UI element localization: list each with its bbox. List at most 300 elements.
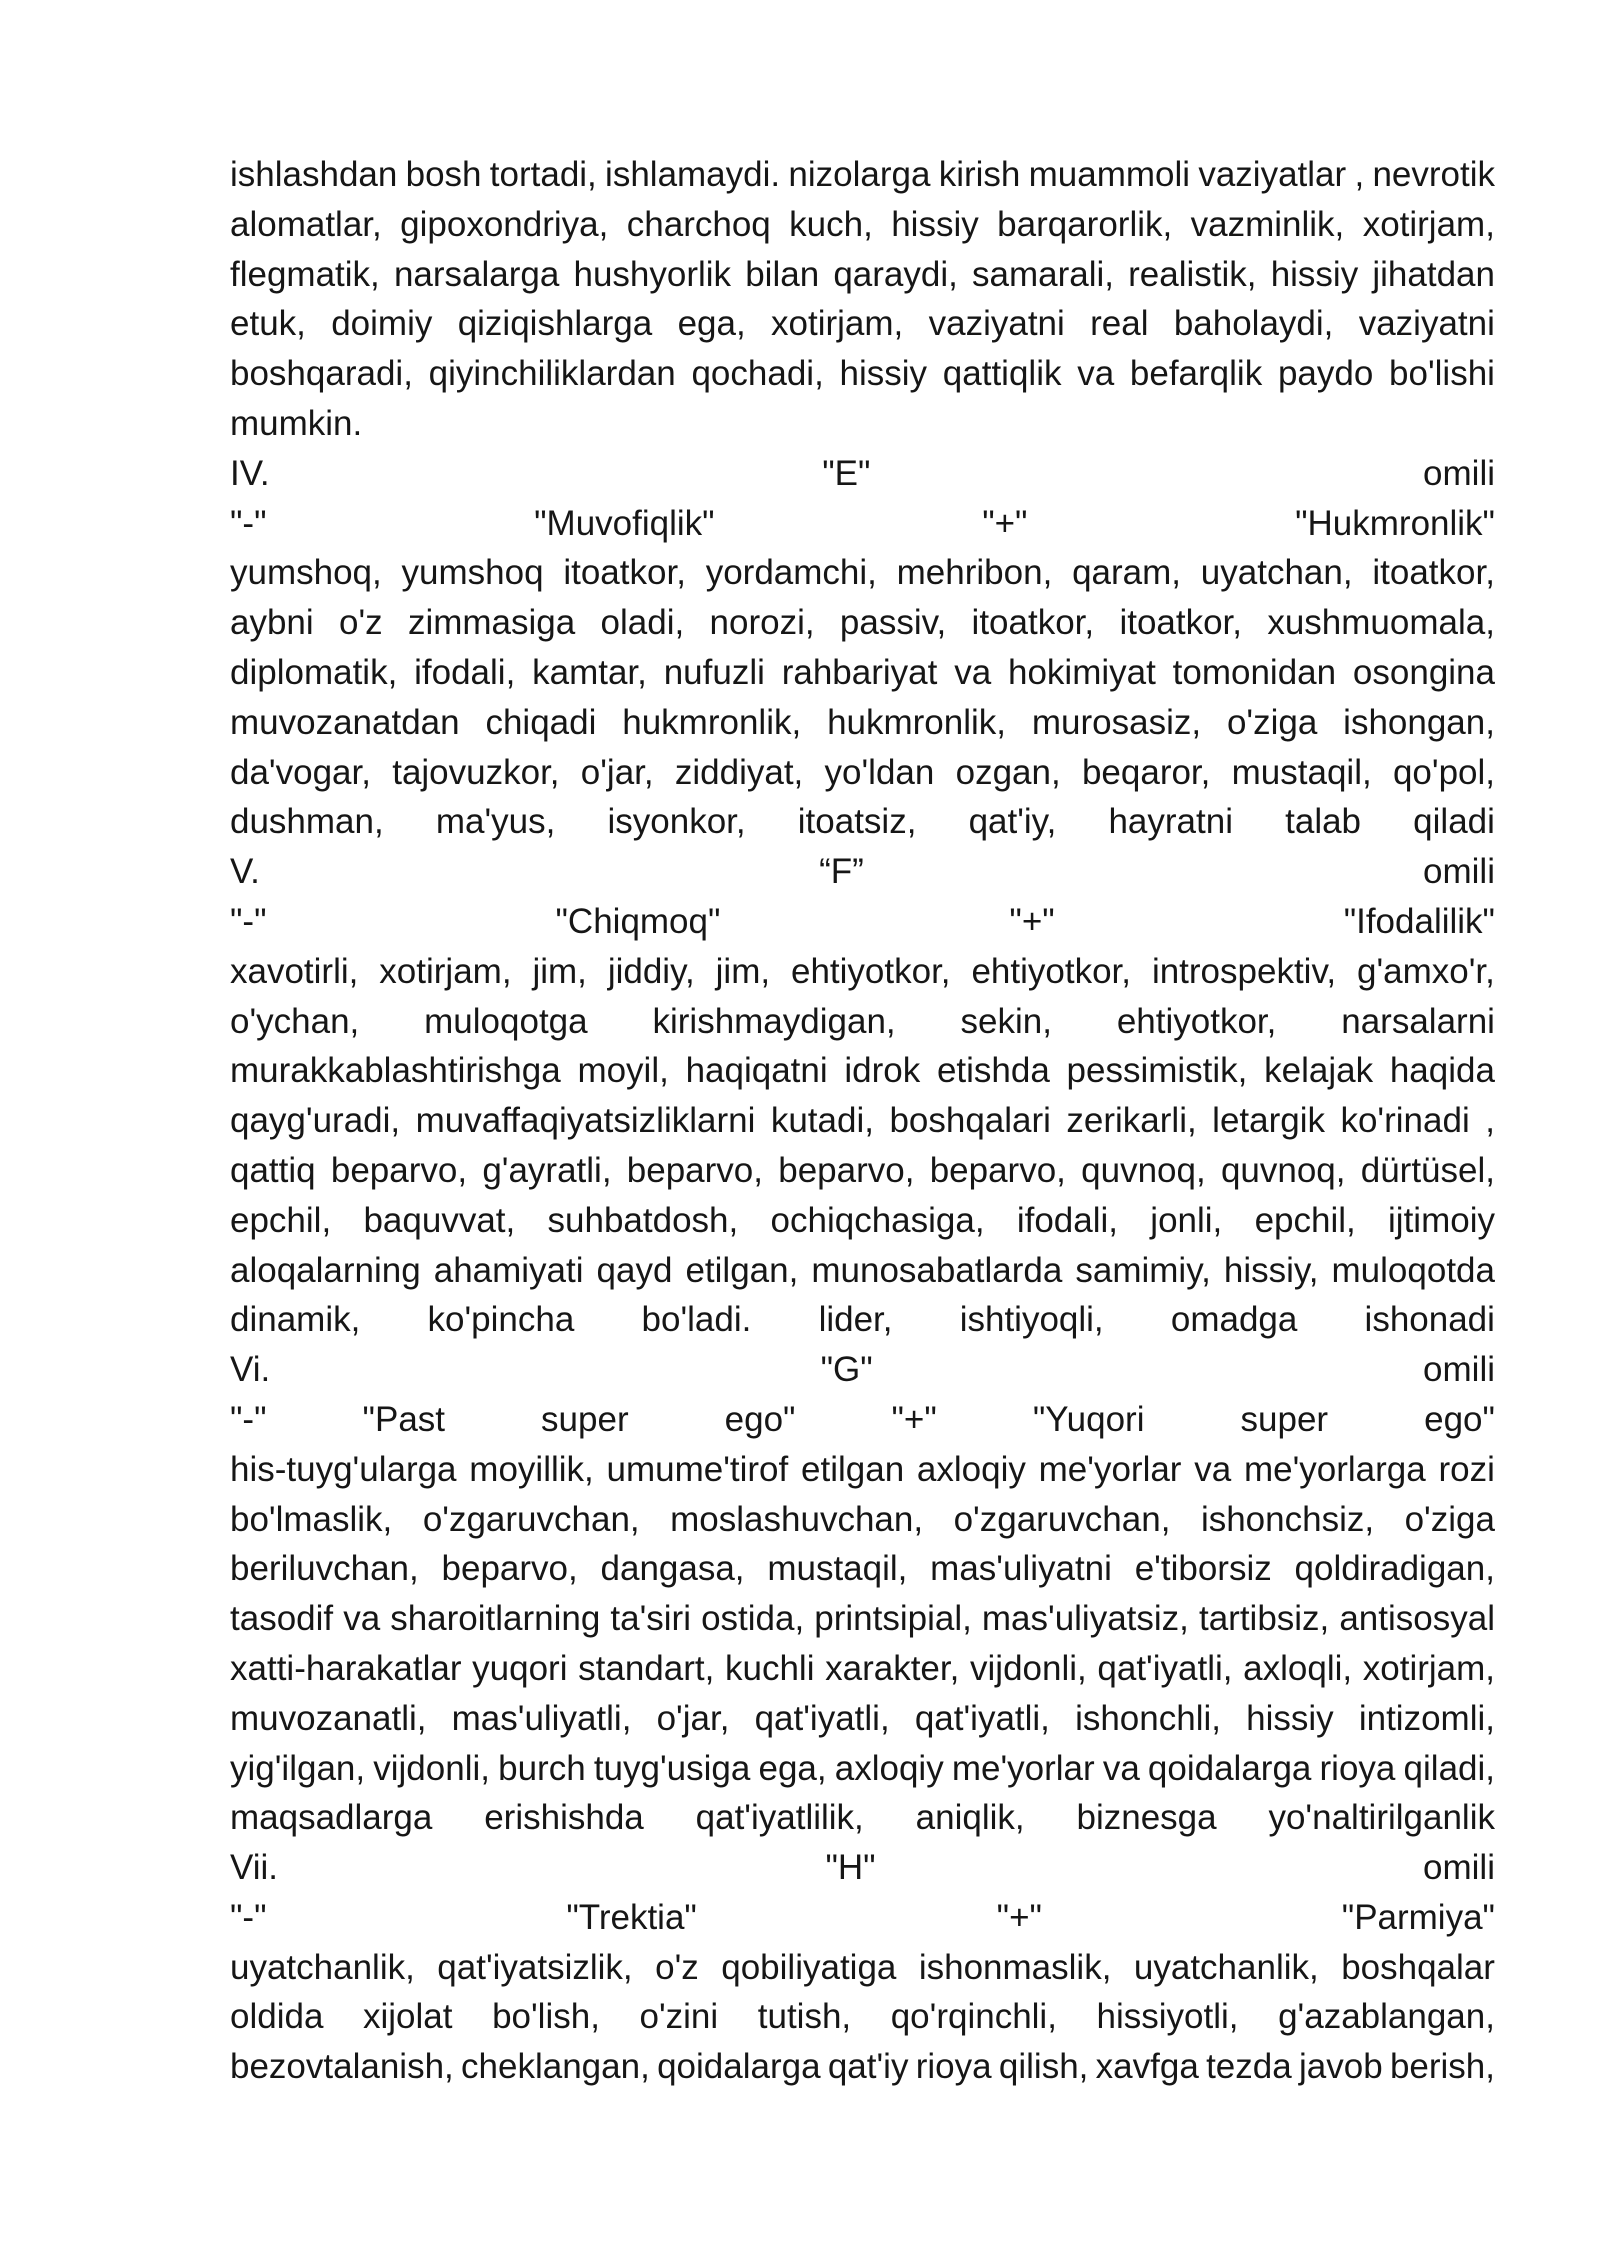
text-line [230, 548, 1495, 598]
word: hissiy [839, 354, 928, 394]
word: aniqlik, [915, 1798, 1025, 1838]
word: qo'pol, [1392, 752, 1495, 792]
word: tezda [1206, 2047, 1292, 2087]
text-line [230, 1046, 1495, 1096]
word: "Yuqori [1032, 1399, 1145, 1439]
word: ega, [677, 304, 746, 344]
text-line [230, 1295, 1495, 1345]
word: o'z [655, 1947, 699, 1987]
word: o'zini [639, 1997, 719, 2037]
word: ostida, [701, 1599, 805, 1639]
word: letargik [1212, 1101, 1325, 1141]
word: tartibsiz, [1198, 1599, 1330, 1639]
word: diplomatik, [230, 652, 398, 692]
word: "-" [230, 1399, 267, 1439]
word: rahbariyat [781, 652, 938, 692]
word: itoatkor, [563, 553, 686, 593]
word: "G" [820, 1350, 873, 1390]
word: qat'iyatli, [914, 1698, 1050, 1738]
word: IV. [230, 453, 270, 493]
word: qobiliyatiga [721, 1947, 897, 1987]
text-line [230, 797, 1495, 847]
word: moyil, [577, 1051, 669, 1091]
word: mustaqil, [767, 1549, 908, 1589]
word: "+" [982, 503, 1028, 543]
word: haqida [1389, 1051, 1495, 1091]
word: narsalarni [1341, 1001, 1495, 1041]
word: zimmasiga [407, 603, 576, 643]
word: tortadi, [489, 155, 597, 194]
word: qiziqishlarga [457, 304, 653, 344]
text-line [230, 1694, 1495, 1744]
word: zerikarli, [1066, 1101, 1197, 1141]
word: gipoxondriya, [400, 204, 609, 244]
word: muammoli [1028, 155, 1191, 194]
word: boshqalar [1341, 1947, 1495, 1987]
word: etilgan [801, 1449, 905, 1489]
word: "Past [362, 1399, 446, 1439]
word: qoldiradigan, [1294, 1549, 1495, 1589]
word: pessimistik, [1066, 1051, 1248, 1091]
word: g'ayratli, [482, 1150, 612, 1190]
word: ziddiyat, [674, 752, 804, 792]
word: samarali, [972, 254, 1114, 294]
word: o'ziga [1404, 1499, 1495, 1539]
word: isyonkor, [607, 802, 746, 842]
text-line [230, 1445, 1495, 1495]
word: "H" [825, 1848, 876, 1888]
word: ko'rinadi [1340, 1101, 1470, 1141]
word: itoatkor, [971, 603, 1095, 643]
word: Vii. [230, 1848, 278, 1888]
word: qaram, [1072, 553, 1182, 593]
word: hissiy [1270, 254, 1359, 294]
word: mustaqil, [1231, 752, 1372, 792]
word: moslashuvchan, [670, 1499, 924, 1539]
word: ijtimoiy [1388, 1200, 1495, 1240]
word: jonli, [1150, 1200, 1223, 1240]
word: talab [1285, 802, 1362, 842]
word: barqarorlik, [997, 204, 1173, 244]
word: super [541, 1399, 629, 1439]
word: va [1102, 1748, 1140, 1788]
text-line [230, 250, 1495, 300]
word: hayratni [1108, 802, 1233, 842]
word: itoatkor, [1372, 553, 1495, 593]
word: va [1194, 1449, 1232, 1489]
word: beparvo, [330, 1150, 468, 1190]
word: vaziyatni [928, 304, 1065, 344]
text-line [230, 1196, 1495, 1246]
word: muloqotda [1331, 1250, 1495, 1290]
word: itoatkor, [1119, 603, 1243, 643]
text-line [230, 2042, 1495, 2092]
word: yo'ldan [824, 752, 935, 792]
text-line [230, 1246, 1495, 1296]
word: idrok [844, 1051, 921, 1091]
word: yo'naltirilganlik [1268, 1798, 1495, 1838]
word: bilan [745, 254, 820, 294]
word: va [343, 1599, 381, 1639]
word: qat'iyatlilik, [695, 1798, 864, 1838]
word: chiqadi [485, 702, 597, 742]
word: va [1077, 354, 1115, 394]
word: hissiy [891, 204, 979, 244]
word: murosasiz, [1031, 702, 1202, 742]
word: beparvo, [626, 1150, 763, 1190]
word: ifodali, [414, 652, 516, 692]
word: etilgan, [685, 1250, 799, 1290]
word: uyatchanlik, [230, 1947, 415, 1987]
text-line [230, 897, 1495, 947]
word: epchil, [230, 1200, 332, 1240]
word: qiyinchiliklardan [428, 354, 676, 394]
word: osongina [1352, 652, 1495, 692]
word: dürtüsel, [1360, 1150, 1495, 1190]
word: antisosyal [1339, 1599, 1495, 1639]
word: o'zgaruvchan, [953, 1499, 1171, 1539]
word: "Muvofiqlik" [534, 503, 715, 543]
word: me'yorlar [1038, 1449, 1182, 1489]
word: moyillik, [469, 1449, 594, 1489]
word: maqsadlarga [230, 1798, 433, 1838]
text-line [230, 1096, 1495, 1146]
word: vaziyatlar [1198, 155, 1347, 194]
word: , [1485, 1101, 1495, 1141]
word: bo'lmaslik, [230, 1499, 393, 1539]
word: muvozanatli, [230, 1698, 427, 1738]
word: ega, [758, 1748, 827, 1788]
word: bezovtalanish, [230, 2047, 454, 2087]
word: ishlamaydi. [605, 155, 781, 194]
word: g'amxo'r, [1357, 951, 1495, 991]
text-line [230, 748, 1495, 798]
word: etuk, [230, 304, 306, 344]
word: baquvvat, [363, 1200, 516, 1240]
word: qat'iy [827, 2047, 909, 2087]
text-line [230, 1146, 1495, 1196]
word: super [1240, 1399, 1329, 1439]
word: va [954, 652, 992, 692]
word: "+" [1009, 901, 1055, 941]
document-page [230, 150, 1495, 2092]
text-line [230, 1644, 1495, 1694]
word: tutish, [757, 1997, 852, 2037]
word: nevrotik [1372, 155, 1495, 194]
word: boshqalari [889, 1101, 1051, 1141]
word: javob [1298, 2047, 1383, 2087]
word: ego" [724, 1399, 796, 1439]
word: ishonchsiz, [1200, 1499, 1375, 1539]
word: quvnoq, [1081, 1150, 1206, 1190]
word: omili [1423, 1848, 1495, 1888]
word: me'yorlarga [1243, 1449, 1426, 1489]
word: qaraydi, [833, 254, 958, 294]
word: beriluvchan, [230, 1549, 419, 1589]
word: da'vogar, [230, 752, 371, 792]
word: umume'tirof [606, 1449, 789, 1489]
word: "-" [230, 901, 267, 941]
text-line [230, 1793, 1495, 1843]
text-line [230, 997, 1495, 1047]
word: qo'rqinchli, [890, 1997, 1057, 2037]
word: ehtiyotkor, [791, 951, 951, 991]
word: me'yorlar [951, 1748, 1095, 1788]
word: mehribon, [896, 553, 1053, 593]
word: ahamiyati [433, 1250, 584, 1290]
text-line [230, 1495, 1495, 1545]
text-line [230, 1395, 1495, 1445]
word: befarqlik [1129, 354, 1263, 394]
word: paydo [1277, 354, 1374, 394]
word: e'tiborsiz [1134, 1549, 1272, 1589]
word: xotirjam, [771, 304, 904, 344]
word: omadga [1170, 1300, 1298, 1340]
word: ishonmaslik, [918, 1947, 1112, 1987]
text-line [230, 598, 1495, 648]
word: mas'uliyatli, [451, 1698, 632, 1738]
word: , [1354, 155, 1365, 194]
word: aloqalarning [230, 1250, 421, 1290]
word: xavotirli, [230, 951, 359, 991]
word: alomatlar, [230, 204, 382, 244]
word: qilish, [998, 2047, 1089, 2087]
word: muloqotga [424, 1001, 588, 1041]
word: kuch, [789, 204, 873, 244]
text-line [230, 698, 1495, 748]
word: bo'lish, [492, 1997, 600, 2037]
word: axloqiy [834, 1748, 944, 1788]
word: flegmatik, [230, 254, 380, 294]
word: bo'ladi. [641, 1300, 752, 1340]
text-line [230, 648, 1495, 698]
word: jim, [532, 951, 587, 991]
text-line [230, 847, 1495, 897]
text-line [230, 349, 1495, 399]
word: qattiqlik [942, 354, 1062, 394]
word: ishonadi [1364, 1300, 1495, 1340]
word: qayg'uradi, [230, 1101, 401, 1141]
word: jihatdan [1372, 254, 1495, 294]
word: vazminlik, [1190, 204, 1345, 244]
word: hukmronlik, [622, 702, 802, 742]
word: omili [1423, 453, 1495, 493]
word: standart, [578, 1648, 715, 1688]
word: xotirjam, [379, 951, 512, 991]
word: introspektiv, [1151, 951, 1337, 991]
word: suhbatdosh, [547, 1200, 739, 1240]
word: qiladi [1413, 802, 1495, 842]
word: qat'iyatli, [1097, 1648, 1233, 1688]
word: ochiqchasiga, [770, 1200, 985, 1240]
word: tasodif [230, 1599, 334, 1639]
word: kuchli [724, 1648, 815, 1688]
word: kirishmaydigan, [652, 1001, 896, 1041]
word: xavfga [1095, 2047, 1199, 2087]
word: ishonchli, [1075, 1698, 1221, 1738]
text-line [230, 200, 1495, 250]
word: ishongan, [1343, 702, 1495, 742]
word: xijolat [363, 1997, 453, 2037]
word: o'zgaruvchan, [422, 1499, 640, 1539]
word: mas'uliyatsiz, [981, 1599, 1189, 1639]
word: ozgan, [955, 752, 1061, 792]
word: qayd [596, 1250, 673, 1290]
word: kamtar, [532, 652, 647, 692]
word: ma'yus, [435, 802, 556, 842]
word: epchil, [1254, 1200, 1356, 1240]
text-line [230, 399, 1495, 449]
word: oladi, [600, 603, 685, 643]
word: dinamik, [230, 1300, 361, 1340]
word: rioya [915, 2047, 992, 2087]
word: axloqiy [916, 1449, 1026, 1489]
word: aybni [230, 603, 314, 643]
word: o'jar, [656, 1698, 730, 1738]
word: muvozanatdan [230, 702, 460, 742]
word: oldida [230, 1997, 324, 2037]
word: bo'lishi [1389, 354, 1495, 394]
text-line [230, 299, 1495, 349]
word: yumshoq, [230, 553, 382, 593]
word: jiddiy, [607, 951, 695, 991]
word: qat'iyatli, [754, 1698, 890, 1738]
word: kutadi, [770, 1101, 874, 1141]
word: hissiyotli, [1096, 1997, 1239, 2037]
word: etishda [936, 1051, 1050, 1091]
word: xarakter, [825, 1648, 960, 1688]
word: norozi, [709, 603, 815, 643]
text-line [230, 947, 1495, 997]
word: itoatsiz, [797, 802, 917, 842]
text-line [230, 1893, 1495, 1943]
word: sekin, [960, 1001, 1052, 1041]
word: ehtiyotkor, [971, 951, 1132, 991]
word: ehtiyotkor, [1116, 1001, 1277, 1041]
word: xotirjam, [1362, 1648, 1495, 1688]
word: ifodali, [1016, 1200, 1119, 1240]
word: muvaffaqiyatsizliklarni [415, 1101, 756, 1141]
text-line [230, 1744, 1495, 1794]
word: tomonidan [1172, 652, 1337, 692]
word: o'jar, [580, 752, 654, 792]
word: real [1090, 304, 1149, 344]
word: "Ifodalilik" [1343, 901, 1495, 941]
word: o'z [338, 603, 383, 643]
word: berish, [1389, 2047, 1495, 2087]
word: haqiqatni [685, 1051, 828, 1091]
word: samimiy, [1075, 1250, 1211, 1290]
word: sharoitlarning [390, 1599, 601, 1639]
word: vijdonli, [373, 1748, 490, 1788]
word: rioya [1319, 1748, 1396, 1788]
word: "E" [822, 453, 871, 493]
word: yumshoq [401, 553, 544, 593]
word: "-" [230, 1897, 267, 1937]
word: “F” [819, 852, 864, 892]
word: beparvo, [441, 1549, 578, 1589]
word: yig'ilgan, [230, 1748, 366, 1788]
word: vaziyatni [1358, 304, 1495, 344]
word: tajovuzkor, [392, 752, 560, 792]
word: "Hukmronlik" [1295, 503, 1495, 543]
word: realistik, [1128, 254, 1257, 294]
word: "Trektia" [566, 1897, 697, 1937]
word: boshqaradi, [230, 354, 413, 394]
word: lider, [818, 1300, 893, 1340]
word: kirish [938, 155, 1021, 194]
text-line [230, 1843, 1495, 1893]
word: omili [1423, 852, 1495, 892]
word: printsipial, [814, 1599, 972, 1639]
word: hukmronlik, [827, 702, 1007, 742]
word: hissiy [1246, 1698, 1334, 1738]
word: cheklangan, [461, 2047, 650, 2087]
word: "+" [996, 1897, 1042, 1937]
word: xotirjam, [1362, 204, 1495, 244]
word: yordamchi, [705, 553, 877, 593]
text-line [230, 499, 1495, 549]
word: o'ziga [1226, 702, 1318, 742]
word: tuyg'usiga [593, 1748, 751, 1788]
word: "Chiqmoq" [555, 901, 721, 941]
word: omili [1423, 1350, 1495, 1390]
word: qoidalarga [1147, 1748, 1312, 1788]
word: beparvo, [778, 1150, 915, 1190]
word: erishishda [484, 1798, 644, 1838]
word: munosabatlarda [811, 1250, 1063, 1290]
text-line [230, 150, 1495, 200]
word: "-" [230, 503, 267, 543]
word: bosh [405, 155, 482, 194]
word: "+" [891, 1399, 937, 1439]
word: doimiy [331, 304, 433, 344]
text-line [230, 1943, 1495, 1993]
word: axloqli, [1243, 1648, 1353, 1688]
text-line [230, 1594, 1495, 1644]
word: yuqori [472, 1648, 568, 1688]
word: qattiq [230, 1150, 316, 1190]
word: qoidalarga [657, 2047, 821, 2087]
word: jim, [715, 951, 771, 991]
word: o'ychan, [230, 1001, 360, 1041]
word: mumkin. [230, 403, 363, 443]
word: ishtiyoqli, [959, 1300, 1104, 1340]
word: beqaror, [1081, 752, 1211, 792]
word: beparvo, [929, 1150, 1066, 1190]
word: passiv, [839, 603, 947, 643]
word: quvnoq, [1220, 1150, 1346, 1190]
word: uyatchanlik, [1133, 1947, 1319, 1987]
word: nizolarga [788, 155, 931, 194]
word: ko'pincha [427, 1300, 575, 1340]
word: qat'iy, [968, 802, 1057, 842]
word: burch [498, 1748, 586, 1788]
word: hushyorlik [573, 254, 732, 294]
word: hissiy, [1223, 1250, 1319, 1290]
text-line [230, 1992, 1495, 2042]
word: baholaydi, [1173, 304, 1334, 344]
word: nufuzli [663, 652, 765, 692]
word: kelajak [1264, 1051, 1374, 1091]
word: intizomli, [1358, 1698, 1495, 1738]
word: xushmuomala, [1267, 603, 1495, 643]
word: vijdonli, [970, 1648, 1087, 1688]
word: hokimiyat [1007, 652, 1156, 692]
text-line [230, 449, 1495, 499]
word: murakkablashtirishga [230, 1051, 561, 1091]
word: charchoq [626, 204, 771, 244]
